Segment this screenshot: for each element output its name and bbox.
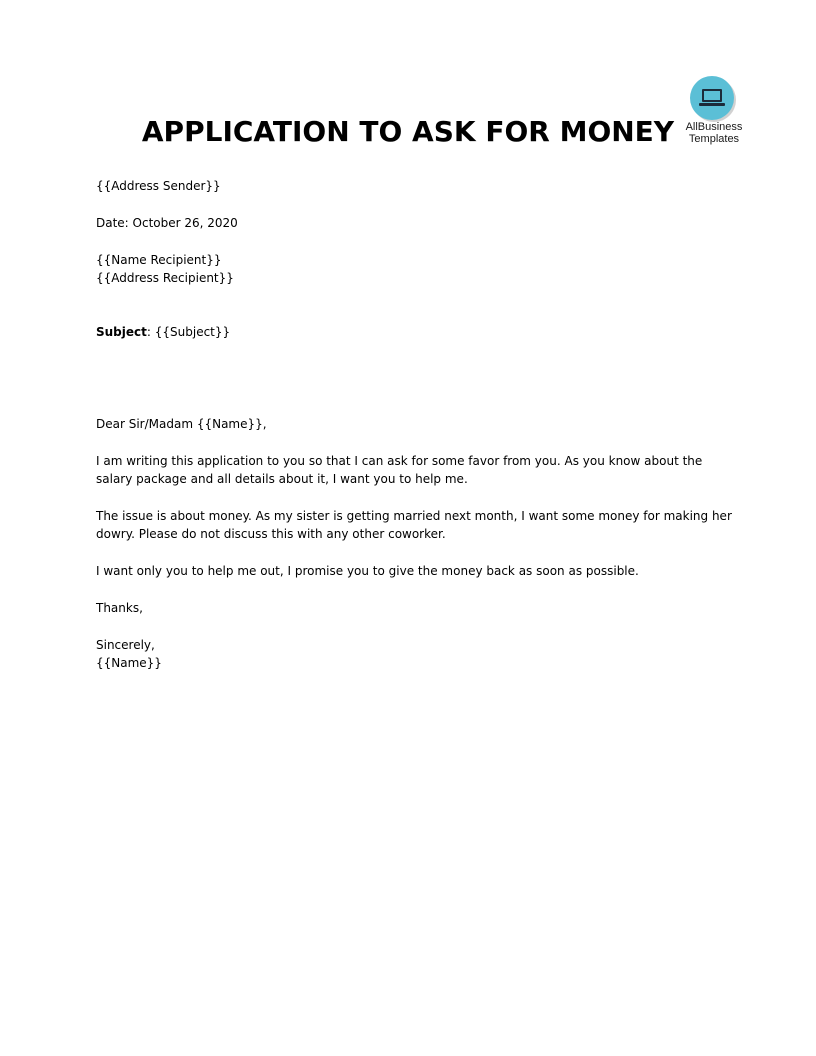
logo-circle: [690, 76, 734, 120]
paragraph-2-line-1: The issue is about money. As my sister is getting married next month, I want some money for making her: [96, 509, 732, 523]
salutation: Dear Sir/Madam {{Name}},: [96, 417, 267, 431]
recipient-address: {{Address Recipient}}: [96, 271, 234, 285]
laptop-icon: [690, 76, 734, 120]
thanks: Thanks,: [96, 601, 143, 615]
paragraph-2-line-2: dowry. Please do not discuss this with any other coworker.: [96, 527, 446, 541]
recipient-name: {{Name Recipient}}: [96, 253, 222, 267]
closing: Sincerely,: [96, 638, 155, 652]
subject-value: : {{Subject}}: [146, 325, 231, 339]
paragraph-1-line-2: salary package and all details about it, I want you to help me.: [96, 472, 468, 486]
logo-text-line2: Templates: [688, 133, 740, 145]
paragraph-3: I want only you to help me out, I promise you to give the money back as soon as possible.: [96, 564, 639, 578]
subject-line: [96, 323, 736, 341]
logo-text-line1: AllBusiness: [685, 121, 743, 133]
subject-label: Subject: [96, 325, 147, 339]
document-title: APPLICATION TO ASK FOR MONEY: [141, 115, 675, 148]
signature-name: {{Name}}: [96, 656, 162, 670]
letter-body: [96, 177, 736, 672]
letter-date: Date: October 26, 2020: [96, 216, 238, 230]
allbusiness-templates-logo: [676, 76, 752, 152]
paragraph-1-line-1: I am writing this application to you so that I can ask for some favor from you. As you know about the: [96, 454, 703, 468]
sender-address: {{Address Sender}}: [96, 179, 221, 193]
logo-text: [676, 121, 752, 145]
